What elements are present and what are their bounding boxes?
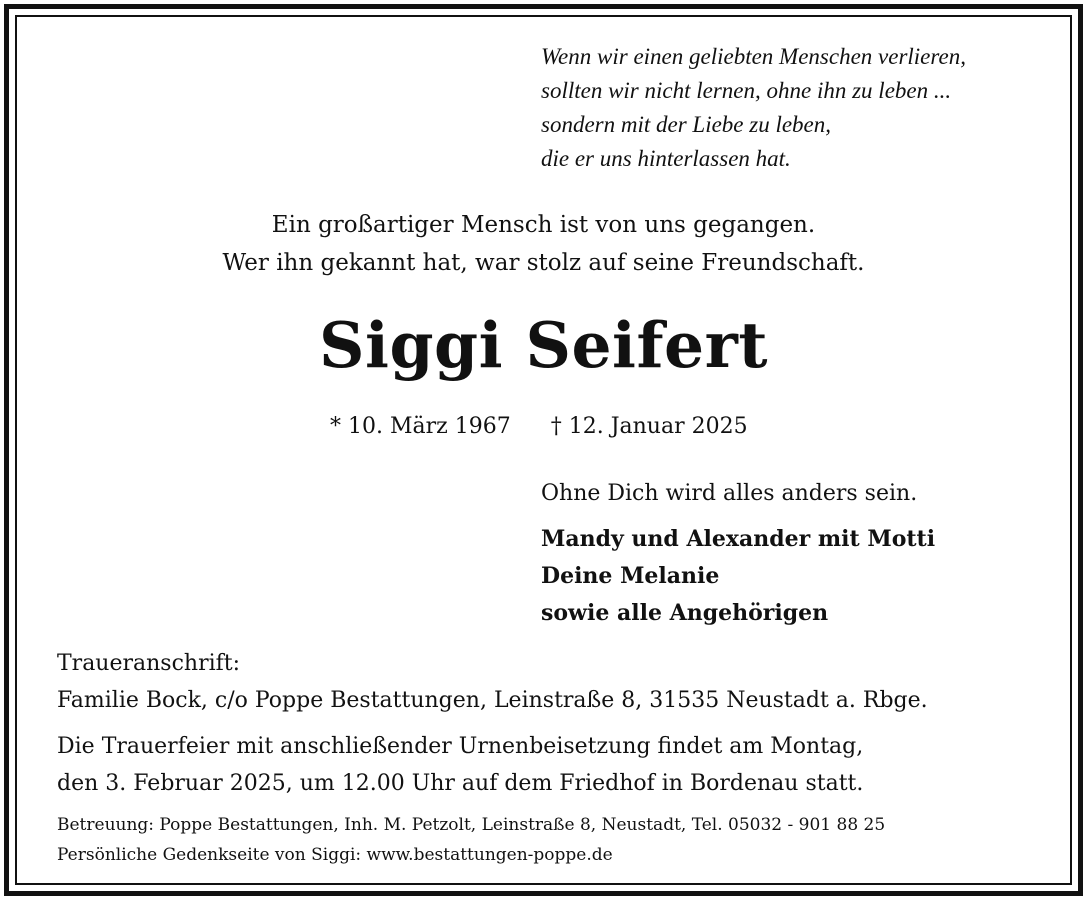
footer-line: Betreuung: Poppe Bestattungen, Inh. M. Petzolt, Leinstraße 8, Neustadt, Tel. 05032 - 901 88 25 (57, 815, 886, 835)
ceremony-line: den 3. Februar 2025, um 12.00 Uhr auf dem Friedhof in Bordenau statt. (57, 771, 864, 796)
mourners-list (541, 521, 935, 632)
intro-line: Wer ihn gekannt hat, war stolz auf seine Freundschaft. (222, 250, 865, 276)
poem-line: sondern mit der Liebe zu leben, (541, 112, 832, 137)
ceremony-line: Die Trauerfeier mit anschließender Urnenbeisetzung findet am Montag, (57, 734, 864, 759)
intro-text (0, 206, 1087, 282)
life-dates (330, 410, 748, 444)
address-label: Traueranschrift: (57, 651, 241, 676)
saying-text: Ohne Dich wird alles anders sein. (541, 481, 918, 506)
mourner-entry: Mandy und Alexander mit Motti (541, 526, 936, 552)
poem-line: sollten wir nicht lernen, ohne ihn zu leben ... (541, 78, 952, 103)
ceremony-info (57, 728, 863, 802)
birth-date: * 10. März 1967 (330, 414, 511, 439)
footer-line: Persönliche Gedenkseite von Siggi: www.bestattungen-poppe.de (57, 845, 613, 865)
footer-info (57, 810, 885, 870)
poem-line: die er uns hinterlassen hat. (541, 146, 791, 171)
poem (541, 40, 966, 176)
death-date: † 12. Januar 2025 (550, 414, 748, 439)
deceased-name: Siggi Seifert (319, 308, 768, 382)
mourner-entry: sowie alle Angehörigen (541, 600, 829, 626)
poem-line: Wenn wir einen geliebten Menschen verlieren, (541, 44, 966, 69)
intro-line: Ein großartiger Mensch ist von uns gegangen. (271, 212, 816, 238)
mourning-address (57, 645, 928, 719)
mourner-entry: Deine Melanie (541, 563, 720, 589)
address-text: Familie Bock, c/o Poppe Bestattungen, Leinstraße 8, 31535 Neustadt a. Rbge. (57, 688, 928, 713)
